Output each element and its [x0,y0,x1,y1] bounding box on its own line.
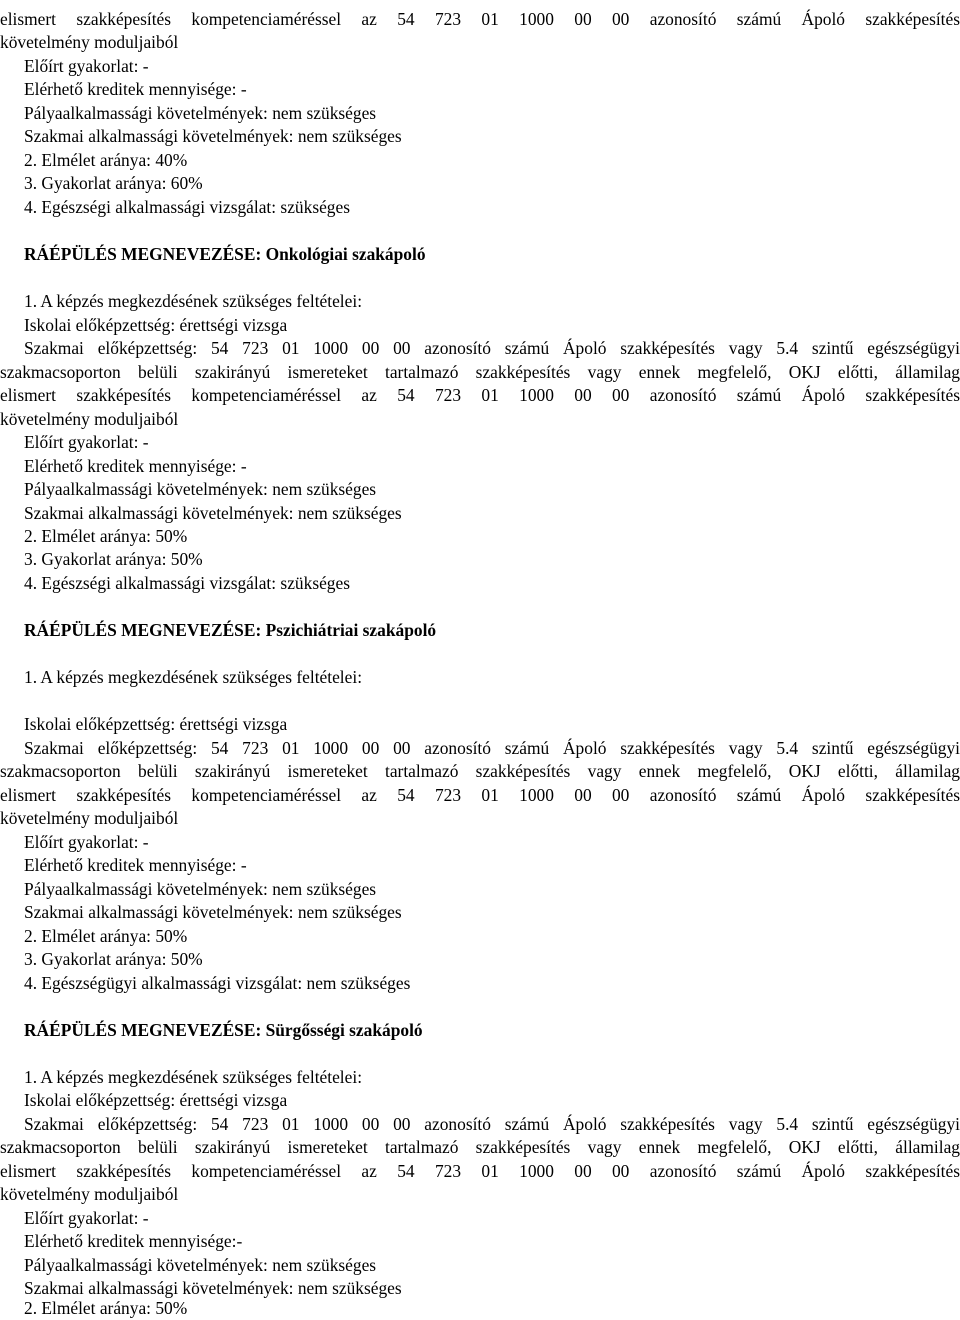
section-2-line-4: szakmacsoporton belüli szakirányú ismereteket tartalmazó szakképesítés vagy ennek megfelelő, OKJ előtti, államilag [0,761,960,781]
section-3-line-5: elismert szakképesítés kompetenciaméréssel az 54 723 01 1000 00 00 azonosító számú Ápoló szakképesítés [0,1161,960,1181]
section-3-line-7: Előírt gyakorlat: - [24,1208,149,1228]
intro-line-9: 4. Egészségi alkalmassági vizsgálat: szükséges [24,197,350,217]
section-3-line-10: Szakmai alkalmassági követelmények: nem szükséges [24,1278,402,1298]
section-2-line-7: Előírt gyakorlat: - [24,832,149,852]
section-2-line-6: követelmény moduljaiból [0,808,179,828]
section-3-line-6: követelmény moduljaiból [0,1184,179,1204]
intro-line-6: Szakmai alkalmassági követelmények: nem szükséges [24,126,402,146]
section-2-line-5: elismert szakképesítés kompetenciaméréssel az 54 723 01 1000 00 00 azonosító számú Ápoló szakképesítés [0,785,960,805]
section-1-line-11: 2. Elmélet aránya: 50% [24,526,188,546]
intro-line-5: Pályaalkalmassági követelmények: nem szükséges [24,103,377,123]
section-2-line-13: 4. Egészségügyi alkalmassági vizsgálat: nem szükséges [24,973,411,993]
section-2-line-9: Pályaalkalmassági követelmények: nem szükséges [24,879,377,899]
section-1-line-12: 3. Gyakorlat aránya: 50% [24,549,203,569]
section-3-line-1: 1. A képzés megkezdésének szükséges feltételei: [24,1067,363,1087]
section-2-line-8: Elérhető kreditek mennyisége: - [24,855,247,875]
section-2-title: RÁÉPÜLÉS MEGNEVEZÉSE: Pszichiátriai szakápoló [24,620,437,640]
section-2-line-3: Szakmai előképzettség: 54 723 01 1000 00 00 azonosító számú Ápoló szakképesítés vagy 5.4 szintű egészségügyi [24,738,960,758]
section-1-line-3: Szakmai előképzettség: 54 723 01 1000 00 00 azonosító számú Ápoló szakképesítés vagy 5.4 szintű egészségügyi [24,338,960,358]
section-3-line-8: Elérhető kreditek mennyisége:- [24,1231,243,1251]
section-2-line-2: Iskolai előképzettség: érettségi vizsga [24,714,288,734]
section-2-line-12: 3. Gyakorlat aránya: 50% [24,949,203,969]
section-1-title: RÁÉPÜLÉS MEGNEVEZÉSE: Onkológiai szakápoló [24,244,426,264]
section-3-line-9: Pályaalkalmassági követelmények: nem szükséges [24,1255,377,1275]
section-1-line-8: Elérhető kreditek mennyisége: - [24,456,247,476]
section-1-line-4: szakmacsoporton belüli szakirányú ismereteket tartalmazó szakképesítés vagy ennek megfelelő, OKJ előtti, államilag [0,362,960,382]
section-3-title: RÁÉPÜLÉS MEGNEVEZÉSE: Sürgősségi szakápoló [24,1020,423,1040]
section-1-line-6: követelmény moduljaiból [0,409,179,429]
section-3-line-3: Szakmai előképzettség: 54 723 01 1000 00 00 azonosító számú Ápoló szakképesítés vagy 5.4 szintű egészségügyi [24,1114,960,1134]
section-2-line-11: 2. Elmélet aránya: 50% [24,926,188,946]
section-1-line-5: elismert szakképesítés kompetenciaméréssel az 54 723 01 1000 00 00 azonosító számú Ápoló szakképesítés [0,385,960,405]
section-2-line-10: Szakmai alkalmassági követelmények: nem szükséges [24,902,402,922]
section-1-line-13: 4. Egészségi alkalmassági vizsgálat: szükséges [24,573,350,593]
intro-line-4: Elérhető kreditek mennyisége: - [24,79,247,99]
section-1-line-2: Iskolai előképzettség: érettségi vizsga [24,315,288,335]
section-2-line-1: 1. A képzés megkezdésének szükséges feltételei: [24,667,363,687]
section-3-line-11: 2. Elmélet aránya: 50% [24,1298,188,1318]
section-1-line-1: 1. A képzés megkezdésének szükséges feltételei: [24,291,363,311]
section-3-line-4: szakmacsoporton belüli szakirányú ismereteket tartalmazó szakképesítés vagy ennek megfelelő, OKJ előtti, államilag [0,1137,960,1157]
intro-line-7: 2. Elmélet aránya: 40% [24,150,188,170]
intro-line-1: elismert szakképesítés kompetenciaméréssel az 54 723 01 1000 00 00 azonosító számú Ápoló szakképesítés [0,9,960,29]
intro-line-3: Előírt gyakorlat: - [24,56,149,76]
section-3-line-2: Iskolai előképzettség: érettségi vizsga [24,1090,288,1110]
section-1-line-7: Előírt gyakorlat: - [24,432,149,452]
intro-line-8: 3. Gyakorlat aránya: 60% [24,173,203,193]
section-1-line-10: Szakmai alkalmassági követelmények: nem szükséges [24,503,402,523]
section-1-line-9: Pályaalkalmassági követelmények: nem szükséges [24,479,377,499]
intro-line-2: követelmény moduljaiból [0,32,179,52]
